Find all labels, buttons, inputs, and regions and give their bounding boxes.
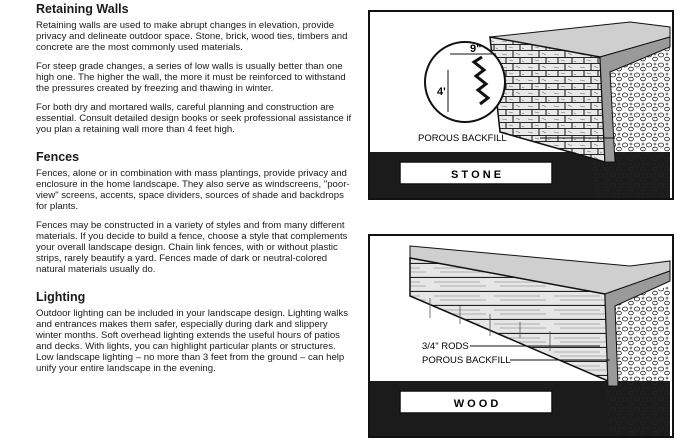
stone-wall-illustration [368,10,674,200]
heading-lighting: Lighting [36,290,86,304]
porous-backfill-callout: POROUS BACKFILL [418,133,507,144]
heading-fences: Fences [36,150,80,164]
wood-label: W O O D [453,398,499,410]
section-lighting [36,290,354,382]
paragraph: For steep grade changes, a series of low walls is usually better than one high one. The higher the wall, the more it must be reinforced to withstand the pressures created by freezing and thawing in winter. [36,61,346,94]
wood-wall-illustration [368,234,674,438]
paragraph: Outdoor lighting can be included in your landscape design. Lighting walks and entrances makes them safer, especially during dark and slippery winter months. Soft overhead lighting extends the useful hours of patios and decks. With lights, you can highlight particular plants or structures. Low landscape lighting – no more than 3 feet from the ground – can help unify your entire landscape in the evening. [36,308,348,374]
stone-label: S T O N E [450,169,502,181]
paragraph: For both dry and mortared walls, careful planning and construction are essential. Consult detailed design books or seek professional assistance if you plan a retaining wall more than 4 feet high. [36,102,352,135]
paragraph: Fences, alone or in combination with mass plantings, provide privacy and enclosure in the home landscape. They also serve as windscreens, "poor-view" screens, accents, space dividers, sources of shade and backdrops for plants. [36,168,350,212]
wood-porous-backfill-callout: POROUS BACKFILL [422,355,511,366]
dim-side-label: 4' [437,86,446,98]
section-fences [36,150,354,283]
wood-wall-drawing [370,236,672,436]
paragraph: Fences may be constructed in a variety of styles and from many different materials. If you decide to build a fence, choose a style that complements your overall landscape design. Chain link fences, with or without plastic strips, rarely beautify a yard. Fences made of dark or neutral-colored natural materials usually do. [36,220,348,275]
stone-wall-drawing [370,12,672,198]
section-retaining-walls [36,2,354,143]
heading-retaining-walls: Retaining Walls [36,2,129,16]
paragraph: Retaining walls are used to make abrupt changes in elevation, provide privacy and delineate outdoor space. Stone, brick, wood ties, timbers and concrete are the most commonly used materials. [36,20,348,53]
dim-top-label: 9" [470,43,482,55]
rods-callout: 3/4" RODS [422,341,469,352]
